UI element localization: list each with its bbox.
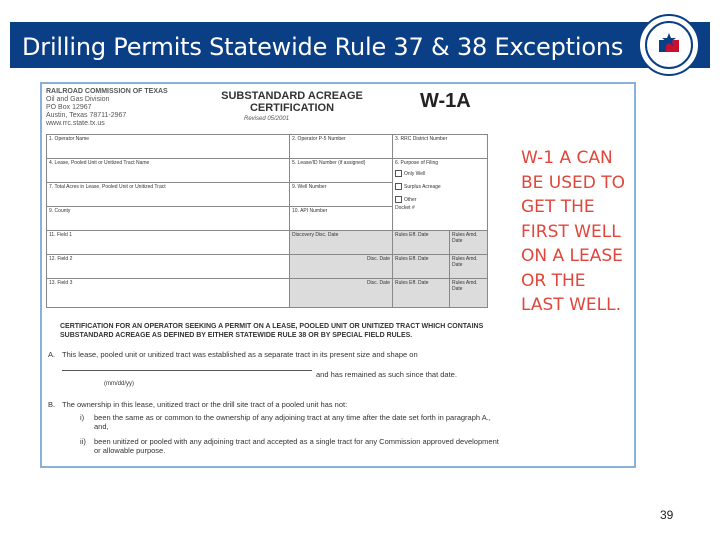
form-fields-table — [46, 134, 488, 308]
field-2-disc-date: Disc. Date — [290, 255, 393, 279]
docket-label: Docket # — [395, 205, 415, 211]
field-1: 11. Field 1 — [47, 231, 290, 255]
purpose-option-label: Surplus Acreage — [404, 183, 441, 190]
purpose-option-label: Other — [404, 196, 417, 203]
purpose-option — [395, 170, 485, 177]
certification-heading: CERTIFICATION FOR AN OPERATOR SEEKING A PERMIT ON A LEASE, POOLED UNIT OR UNITIZED TRACT WHICH CONTAINS SUBSTANDARD ACREAGE AS DEFINED BY EITHER STATEWIDE RULE 38 OR BY SPECIAL FIELD RULES. — [60, 323, 484, 339]
agency-address — [46, 88, 186, 128]
field-2: 12. Field 2 — [47, 255, 290, 279]
sub-ii-text: been unitized or pooled with any adjoining tract and accepted as a single tract for any Commission approved development or allowable purpose. — [94, 437, 499, 455]
annotation-callout: W-1 A CAN BE USED TO GET THE FIRST WELL ON A LEASE OR THE LAST WELL. — [521, 148, 626, 315]
railroad-commission-seal-icon — [638, 14, 700, 76]
table-row — [47, 231, 488, 255]
field-district: 3. RRC District Number — [393, 135, 488, 159]
form-id: W-1A — [420, 90, 471, 112]
field-2-rules-amd: Rules Amd. Date — [450, 255, 488, 279]
agency-line: RAILROAD COMMISSION OF TEXAS — [46, 88, 168, 95]
field-3: 13. Field 3 — [47, 279, 290, 308]
table-row — [47, 135, 488, 159]
only-well-checkbox[interactable] — [395, 170, 402, 177]
table-row — [47, 279, 488, 308]
agency-line: www.rrc.state.tx.us — [46, 120, 105, 127]
purpose-label: 6. Purpose of Filing — [395, 160, 439, 166]
slide-title: Drilling Permits Statewide Rule 37 & 38 Exceptions — [22, 33, 624, 61]
purpose-option-label: Only Well — [404, 170, 426, 177]
field-operator-p5: 2. Operator P-5 Number — [290, 135, 393, 159]
form-title: SUBSTANDARD ACREAGE CERTIFICATION — [221, 90, 363, 114]
purpose-option — [395, 196, 485, 203]
form-revised-date: Revised 05/2001 — [244, 116, 290, 122]
field-county: 9. County — [47, 207, 290, 231]
agency-line: Austin, Texas 78711-2967 — [46, 112, 127, 119]
field-api-number: 10. API Number — [290, 207, 393, 231]
field-operator-name: 1. Operator Name — [47, 135, 290, 159]
date-hint: (mm/dd/yy) — [104, 381, 134, 387]
table-row — [47, 159, 488, 183]
item-a-label: A. — [48, 350, 56, 359]
agency-line: Oil and Gas Division — [46, 96, 110, 103]
field-lease-name: 4. Lease, Pooled Unit or Unitized Tract Name — [47, 159, 290, 183]
slide-page-number: 39 — [660, 508, 674, 522]
surplus-acreage-checkbox[interactable] — [395, 183, 402, 190]
item-a-text: This lease, pooled unit or unitized tract was established as a separate tract in its present size and shape on — [62, 350, 418, 359]
sub-i-label: i) — [80, 413, 85, 422]
field-total-acres: 7. Total Acres in Lease, Pooled Unit or Unitized Tract — [47, 183, 290, 207]
item-a-suffix: and has remained as such since that date. — [316, 370, 457, 379]
seal-inner-ring — [645, 21, 693, 69]
table-row — [47, 255, 488, 279]
field-3-rules-eff: Rules Eff. Date — [393, 279, 450, 308]
texas-star-icon — [647, 23, 691, 67]
sub-i-text: been the same as or common to the ownership of any adjoining tract at any time after the date set forth in paragraph A., and, — [94, 413, 491, 431]
field-well-number: 9. Well Number — [290, 183, 393, 207]
field-purpose-of-filing — [393, 159, 488, 231]
purpose-option — [395, 183, 485, 190]
field-2-rules-eff: Rules Eff. Date — [393, 255, 450, 279]
field-3-disc-date: Disc. Date — [290, 279, 393, 308]
item-b-text: The ownership in this lease, unitized tract or the drill site tract of a pooled unit has not: — [62, 400, 348, 409]
field-1-disc-date: Discovery Disc. Date — [290, 231, 393, 255]
other-checkbox[interactable] — [395, 196, 402, 203]
sub-ii-label: ii) — [80, 437, 86, 446]
item-b-label: B. — [48, 400, 56, 409]
agency-line: PO Box 12967 — [46, 104, 92, 111]
field-3-rules-amd: Rules Amd. Date — [450, 279, 488, 308]
field-lease-id: 5. Lease/ID Number (if assigned) — [290, 159, 393, 183]
field-1-rules-amd: Rules Amd. Date — [450, 231, 488, 255]
field-1-rules-eff: Rules Eff. Date — [393, 231, 450, 255]
date-line — [62, 370, 312, 371]
